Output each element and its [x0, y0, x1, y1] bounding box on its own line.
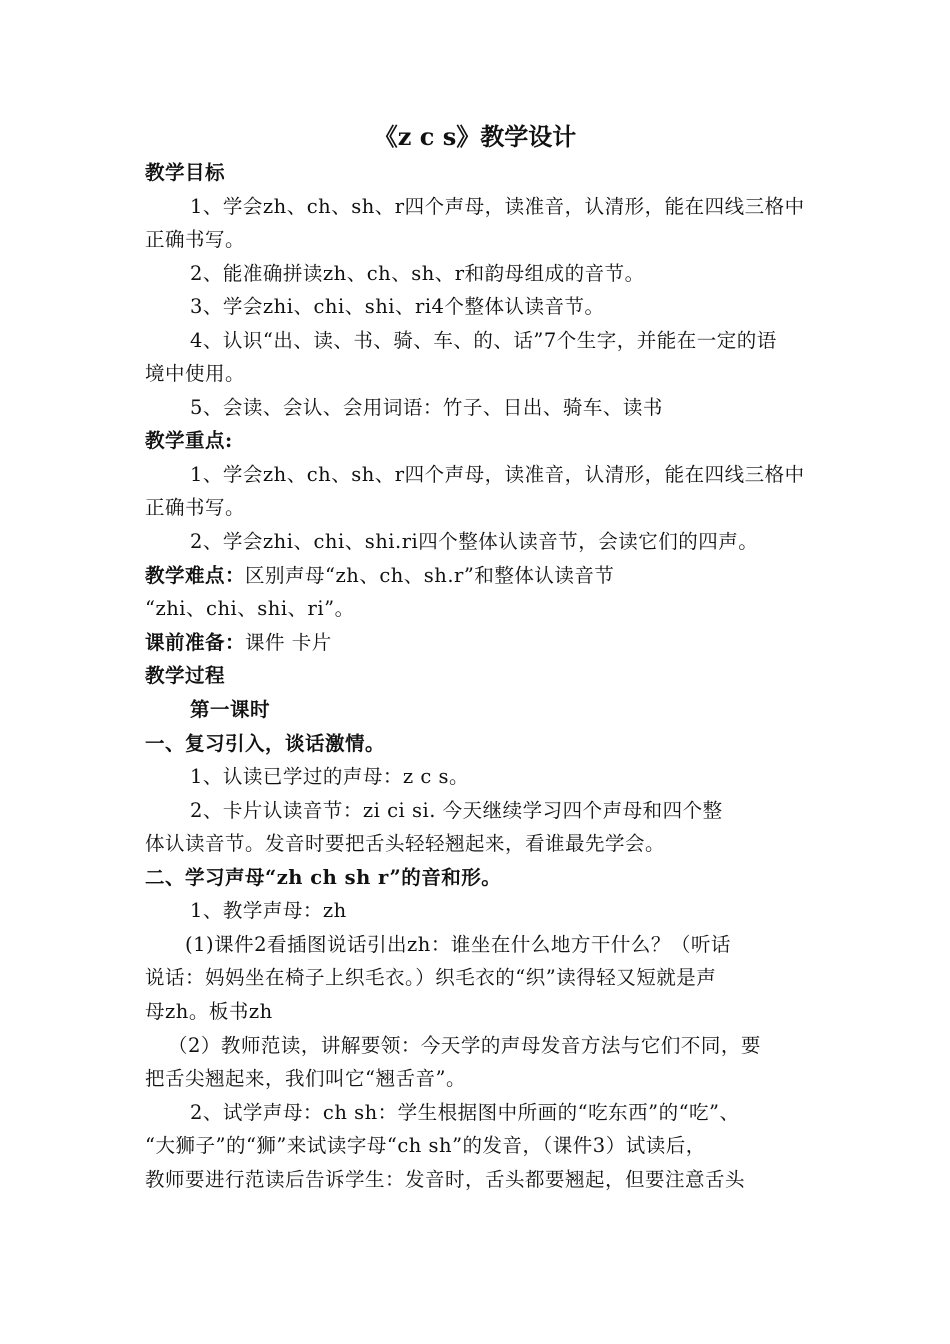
- heading-preparation: 课前准备：: [145, 631, 246, 654]
- heading-first-lesson: 第一课时: [190, 698, 271, 721]
- paragraph-line: （2）教师范读，讲解要领：今天学的声母发音方法与它们不同，要: [168, 1034, 761, 1057]
- paragraph-line: 正确书写。: [145, 228, 246, 251]
- paragraph-line: 正确书写。: [145, 496, 246, 519]
- paragraph-line: 2、学会zhi、chi、shi.ri四个整体认读音节，会读它们的四声。: [190, 530, 759, 553]
- difficulty-line: [145, 561, 825, 591]
- paragraph-line: (1)课件2看插图说话引出zh：谁坐在什么地方干什么？（听话: [185, 933, 731, 956]
- paragraph-line: 2、能准确拼读zh、ch、sh、r和韵母组成的音节。: [190, 262, 645, 285]
- paragraph-line: 1、认读已学过的声母：z c s。: [190, 765, 470, 788]
- paragraph-line: 母zh。板书zh: [145, 1000, 273, 1023]
- heading-teaching-process: 教学过程: [145, 664, 226, 687]
- paragraph-line: 3、学会zhi、chi、shi、ri4个整体认读音节。: [190, 295, 605, 318]
- paragraph-line: “zhi、chi、shi、ri”。: [145, 597, 355, 620]
- paragraph-line: 5、会读、会认、会用词语：竹子、日出、骑车、读书: [190, 396, 663, 419]
- paragraph-line: 1、学会zh、ch、sh、r四个声母，读准音，认清形，能在四线三格中: [190, 195, 805, 218]
- preparation-line: [145, 628, 825, 658]
- paragraph-line: 把舌尖翘起来，我们叫它“翘舌音”。: [145, 1067, 466, 1090]
- paragraph-line: 体认读音节。发音时要把舌头轻轻翘起来，看谁最先学会。: [145, 832, 666, 855]
- heading-difficulties: 教学难点：: [145, 564, 246, 587]
- heading-teaching-goals: 教学目标: [145, 161, 226, 184]
- paragraph-line: 4、认识“出、读、书、骑、车、的、话”7个生字，并能在一定的语: [190, 329, 777, 352]
- difficulty-text: 区别声母“zh、ch、sh.r”和整体认读音节: [245, 564, 615, 587]
- paragraph-line: 2、卡片认读音节：zi ci si. 今天继续学习四个声母和四个整: [190, 799, 723, 822]
- heading-key-points: 教学重点:: [145, 429, 233, 452]
- heading-section-one: 一、复习引入，谈话激情。: [145, 732, 386, 755]
- document-title: 《z c s》教学设计: [373, 122, 577, 151]
- paragraph-line: 境中使用。: [145, 362, 246, 385]
- paragraph-line: “大狮子”的“狮”来试读字母“ch sh”的发音，（课件3）试读后，: [145, 1134, 706, 1157]
- paragraph-line: 1、学会zh、ch、sh、r四个声母，读准音，认清形，能在四线三格中: [190, 463, 805, 486]
- heading-section-two: 二、学习声母“zh ch sh r”的音和形。: [145, 866, 502, 889]
- paragraph-line: 2、试学声母：ch sh：学生根据图中所画的“吃东西”的“吃”、: [190, 1101, 740, 1124]
- paragraph-line: 说话：妈妈坐在椅子上织毛衣。）织毛衣的“织”读得轻又短就是声: [145, 966, 717, 989]
- preparation-text: 课件 卡片: [245, 631, 332, 654]
- paragraph-line: 1、教学声母：zh: [190, 899, 347, 922]
- paragraph-line: 教师要进行范读后告诉学生：发音时，舌头都要翘起，但要注意舌头: [145, 1168, 746, 1191]
